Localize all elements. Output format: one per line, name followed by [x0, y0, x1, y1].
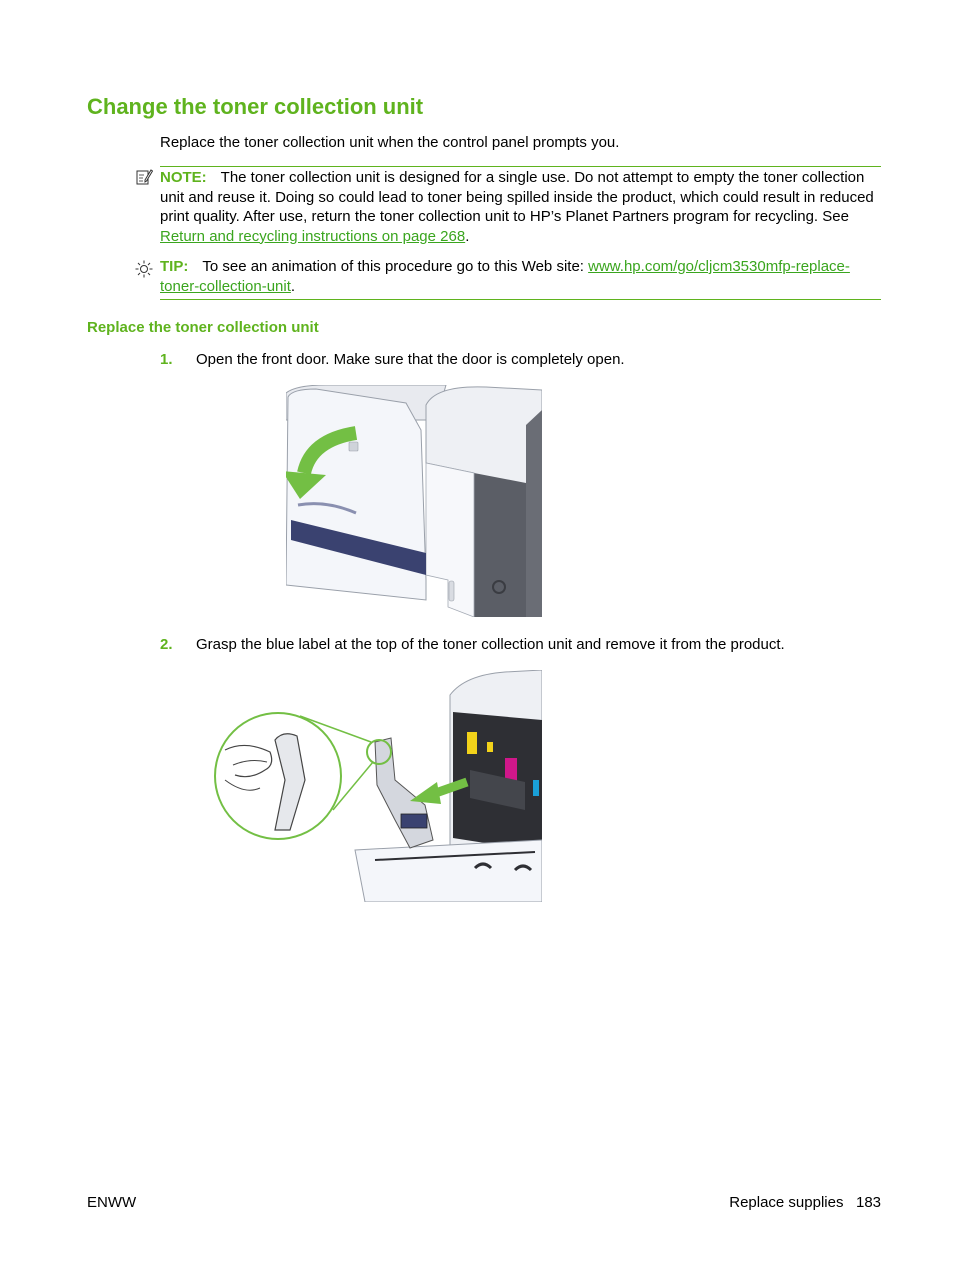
lightbulb-icon — [135, 260, 153, 278]
tip-suffix: . — [290, 277, 296, 295]
section-heading: Replace the toner collection unit — [87, 319, 319, 336]
footer-section-and-page: Replace supplies 183 — [729, 1194, 881, 1211]
note-pencil-icon — [135, 168, 153, 186]
note-suffix: . — [465, 227, 470, 245]
toner-collection-removal-illustration — [205, 670, 542, 902]
footer-right — [729, 1194, 881, 1211]
printer-front-door-illustration — [286, 385, 542, 617]
note-label: NOTE: — [160, 169, 207, 186]
note-link[interactable]: Return and recycling instructions on page 268 — [160, 227, 466, 245]
note-callout — [160, 166, 881, 246]
step-number: 1. — [160, 351, 173, 368]
tip-link[interactable]: www.hp.com/go/cljcm3530mfp-replace-toner-collection-unit — [160, 258, 850, 295]
step-number: 2. — [160, 636, 173, 653]
footer-left: ENWW — [87, 1194, 137, 1211]
step-text: Open the front door. Make sure that the door is completely open. — [196, 351, 625, 368]
step-text: Grasp the blue label at the top of the toner collection unit and remove it from the product. — [196, 636, 785, 653]
intro-paragraph: Replace the toner collection unit when the control panel prompts you. — [160, 134, 620, 151]
tip-label: TIP: — [160, 258, 189, 275]
page-title: Change the toner collection unit — [87, 94, 424, 119]
note-text: The toner collection unit is designed for a single use. Do not attempt to empty the toner collection unit and reuse it. Doing so could lead to toner being spilled inside the product, which could result in reduced print quality. After use, return the toner collection unit to HP’s Planet Partners program for recycling. See — [160, 169, 874, 225]
tip-callout — [160, 257, 881, 300]
tip-text: To see an animation of this procedure go to this Web site: — [202, 258, 589, 275]
